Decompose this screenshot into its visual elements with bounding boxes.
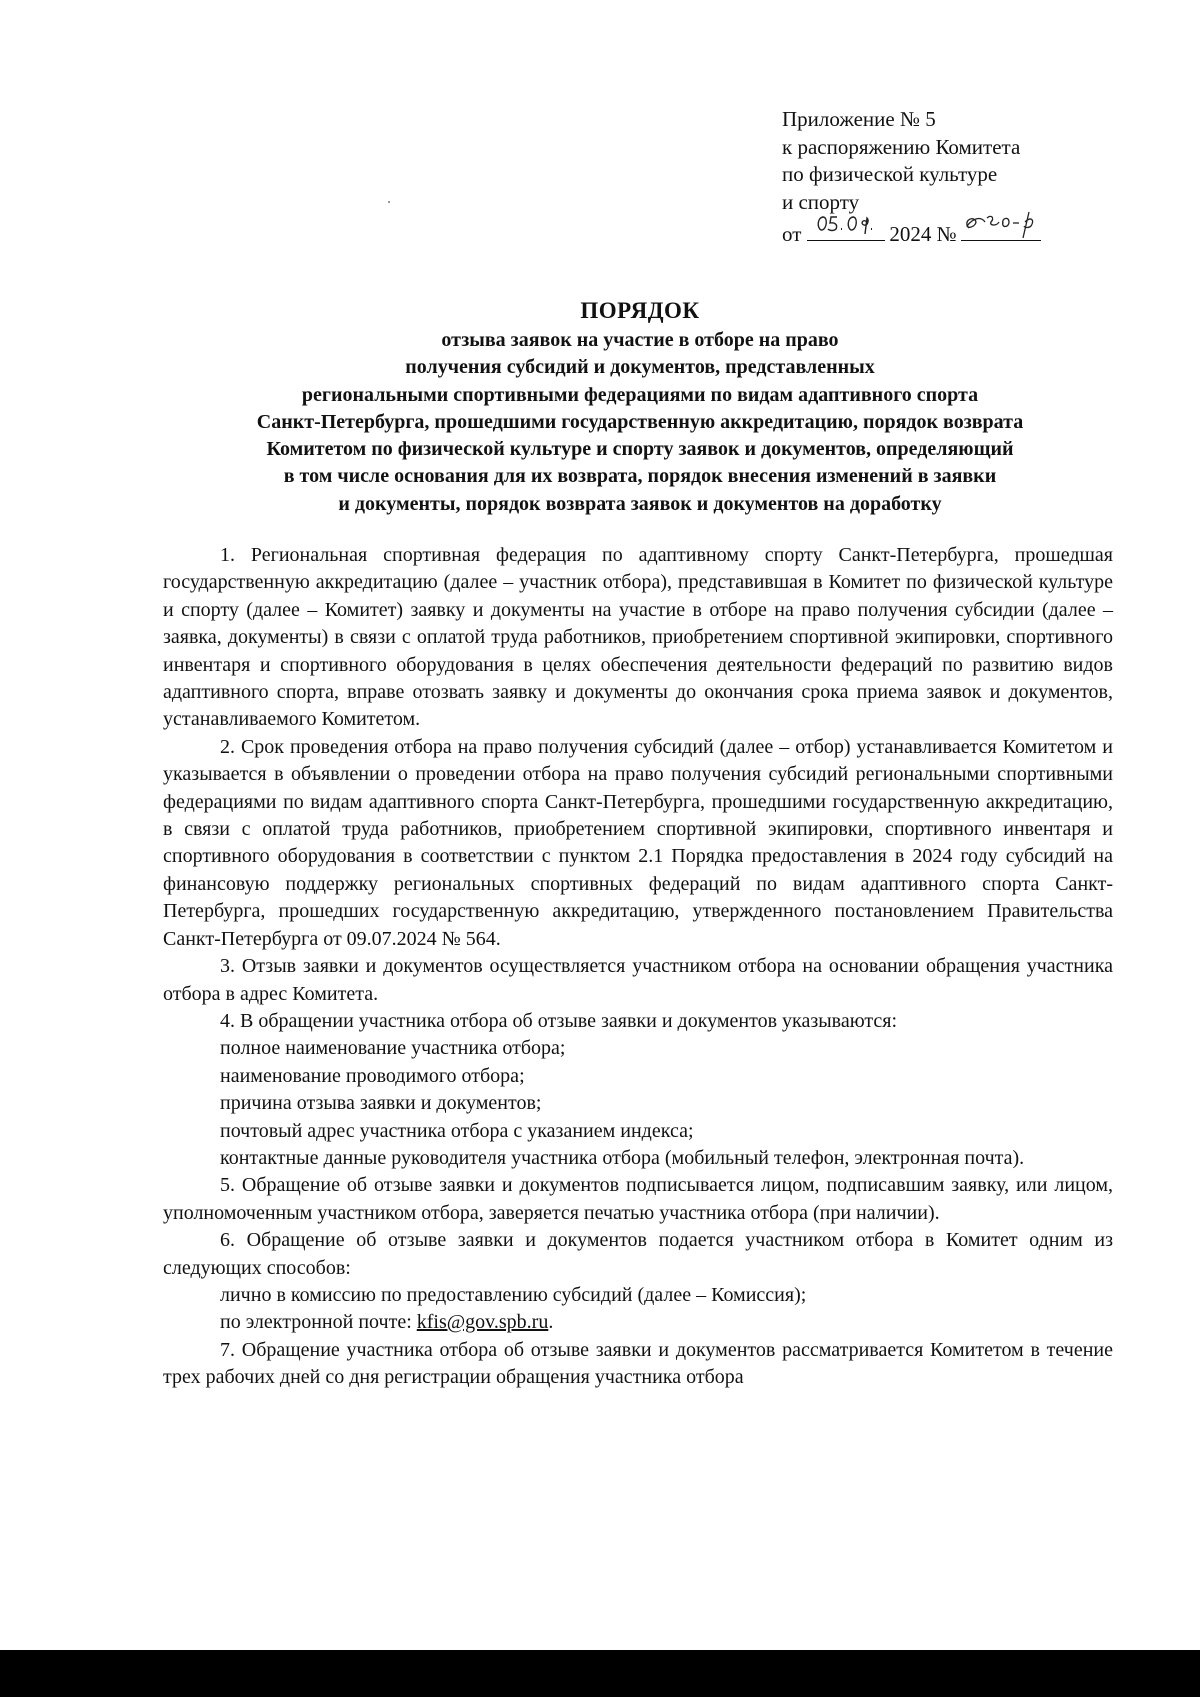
title-subtitle-line: Комитетом по физической культуре и спорту заявок и документов, определяющий bbox=[266, 438, 1014, 461]
document-title: ПОРЯДОК bbox=[580, 298, 700, 323]
list-item: наименование проводимого отбора; bbox=[220, 1064, 525, 1087]
document-title-block bbox=[130, 296, 1150, 518]
date-prefix: от bbox=[782, 222, 802, 246]
email-prefix: по электронной почте: bbox=[220, 1311, 417, 1334]
submission-method-in-person: лично в комиссию по предоставлению субсидий (далее – Комиссия); bbox=[220, 1283, 807, 1306]
paragraph-2: 2. Срок проведения отбора на право получения субсидий (далее – отбор) устанавливается Комитетом и указывается в объявлении о проведении отбора на право получения субсидий региональными спортивными федерациями по видам адаптивного спорта Санкт-Петербурга, прошедшими государственную аккредитацию, в связи с оплатой труда работников, приобретением спортивной экипировки, спортивного инвентаря и спортивного оборудования в соответствии с пунктом 2.1 Порядка предоставления в 2024 году субсидий на финансовую поддержку региональных спортивных федераций по видам адаптивного спорта Санкт-Петербурга, прошедших государственную аккредитацию, утвержденного постановлением Правительства Санкт-Петербурга от 09.07.2024 № 564. bbox=[163, 735, 1113, 950]
scan-bottom-border bbox=[0, 1650, 1200, 1697]
scan-speck bbox=[388, 201, 390, 203]
title-subtitle-line: и документы, порядок возврата заявок и документов на доработку bbox=[338, 492, 942, 515]
annex-committee-line: по физической культуре bbox=[782, 162, 998, 186]
handwritten-number bbox=[961, 216, 1041, 241]
annex-date-line bbox=[782, 216, 1162, 249]
list-item: почтовый адрес участника отбора с указанием индекса; bbox=[220, 1119, 694, 1142]
paragraph-1: 1. Региональная спортивная федерация по адаптивному спорту Санкт-Петербурга, прошедшая государственную аккредитацию (далее – участник отбора), представившая в Комитет по физической культуре и спорту (далее – Комитет) заявку и документы на участие в отборе на право получения субсидии (далее – заявка, документы) в связи с оплатой труда работников, приобретением спортивной экипировки, спортивного инвентаря и спортивного оборудования в целях обеспечения деятельности федераций по развитию видов адаптивного спорта, вправе отозвать заявку и документы до окончания срока приема заявок и документов, устанавливаемого Комитетом. bbox=[163, 544, 1113, 731]
email-link[interactable]: kfis@gov.spb.ru bbox=[416, 1311, 549, 1334]
handwritten-date bbox=[807, 216, 885, 241]
submission-method-email bbox=[163, 1309, 1113, 1336]
handwritten-number-glyphs bbox=[961, 208, 1041, 244]
title-subtitle-line: отзыва заявок на участие в отборе на право bbox=[441, 329, 839, 351]
handwritten-date-glyphs bbox=[807, 208, 885, 238]
paragraph-4: 4. В обращении участника отбора об отзыве заявки и документов указываются: bbox=[220, 1009, 898, 1032]
annex-order-ref: к распоряжению Комитета bbox=[782, 134, 1021, 159]
title-subtitle-line: получения субсидий и документов, представленных bbox=[405, 356, 875, 379]
list-item: полное наименование участника отбора; bbox=[220, 1037, 566, 1060]
annex-number: Приложение № 5 bbox=[782, 107, 936, 131]
annex-header bbox=[782, 106, 1162, 249]
document-body bbox=[163, 542, 1113, 1392]
paragraph-7: 7. Обращение участника отбора об отзыве заявки и документов рассматривается Комитетом в течение трех рабочих дней со дня регистрации обращения участника отбора bbox=[163, 1338, 1113, 1389]
title-subtitle-line: в том числе основания для их возврата, порядок внесения изменений в заявки bbox=[283, 465, 997, 488]
year-text: 2024 № bbox=[889, 222, 957, 246]
title-subtitle-line: Санкт-Петербурга, прошедшими государственную аккредитацию, порядок возврата bbox=[256, 410, 1024, 433]
paragraph-5: 5. Обращение об отзыве заявки и документов подписывается лицом, подписавшим заявку, или лицом, уполномоченным участником отбора, заверяется печатью участника отбора (при наличии). bbox=[163, 1174, 1113, 1224]
list-item: причина отзыва заявки и документов; bbox=[220, 1092, 542, 1115]
paragraph-6: 6. Обращение об отзыве заявки и документов подается участником отбора в Комитет одним из следующих способов: bbox=[163, 1229, 1113, 1279]
paragraph-3: 3. Отзыв заявки и документов осуществляется участником отбора на основании обращения участника отбора в адрес Комитета. bbox=[163, 955, 1113, 1005]
email-suffix: . bbox=[548, 1311, 554, 1334]
annex-committee-line-end: и спорту bbox=[782, 189, 860, 214]
title-subtitle-line: региональными спортивными федерациями по видам адаптивного спорта bbox=[301, 383, 979, 406]
list-item-contacts: контактные данные руководителя участника отбора (мобильный телефон, электронная почта). bbox=[220, 1146, 1025, 1169]
